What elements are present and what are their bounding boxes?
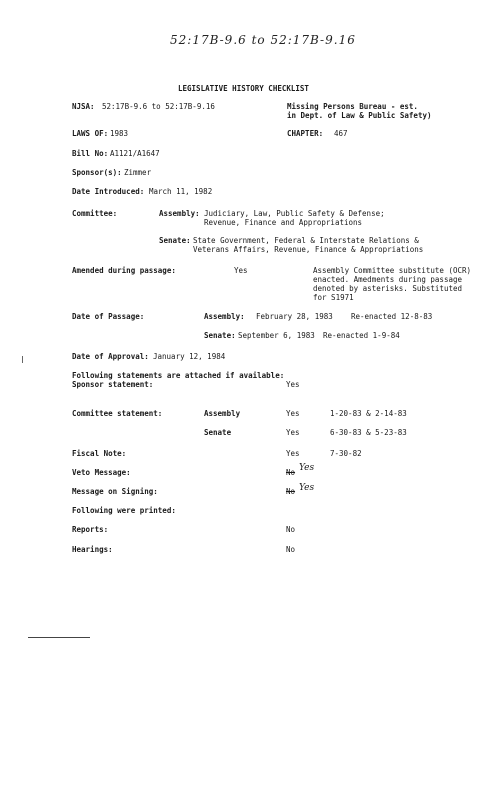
committee-assembly-label: Assembly: (159, 209, 200, 218)
veto-message-handwritten-value: Yes (299, 463, 315, 473)
reports-label: Reports: (72, 525, 109, 534)
amended-note-line-3: denoted by asterisks. Substituted (313, 284, 463, 293)
hearings-label: Hearings: (72, 545, 113, 554)
chapter-value: 467 (334, 129, 348, 138)
passage-senate-reenacted: Re-enacted 1-9-84 (323, 331, 400, 340)
committee-statement-senate-label: Senate (204, 428, 232, 437)
fiscal-note-date: 7-30-82 (330, 449, 362, 458)
passage-senate-label: Senate: (204, 331, 236, 340)
date-introduced-value: March 11, 1982 (149, 187, 213, 196)
committee-assembly-line-2: Revenue, Finance and Appropriations (204, 218, 363, 227)
njsa-label: NJSA: (72, 102, 95, 111)
date-of-approval-label: Date of Approval: (72, 352, 149, 361)
passage-senate-value: September 6, 1983 (238, 331, 315, 340)
committee-label: Committee: (72, 209, 118, 218)
sponsor-label: Sponsor(s): (72, 168, 122, 177)
fiscal-note-label: Fiscal Note: (72, 449, 127, 458)
passage-assembly-value: February 28, 1983 (256, 312, 333, 321)
committee-senate-line-2: Veterans Affairs, Revenue, Finance & Appropriations (193, 245, 424, 254)
document-title: LEGISLATIVE HISTORY CHECKLIST (178, 84, 309, 93)
committee-statement-assembly-label: Assembly (204, 409, 241, 418)
subject-line-1: Missing Persons Bureau - est. (287, 102, 418, 111)
amended-value: Yes (234, 266, 248, 275)
committee-assembly-line-1: Judiciary, Law, Public Safety & Defense; (204, 209, 385, 218)
sponsor-statement-label: Sponsor statement: (72, 380, 154, 389)
date-of-passage-label: Date of Passage: (72, 312, 145, 321)
reports-value: No (286, 525, 296, 534)
committee-senate-label: Senate: (159, 236, 191, 245)
bill-no-value: A1121/A1647 (110, 149, 160, 158)
veto-message-struck-value: No (286, 468, 296, 477)
sponsor-statement-value: Yes (286, 380, 300, 389)
committee-statement-assembly-dates: 1-20-83 & 2-14-83 (330, 409, 407, 418)
laws-of-value: 1983 (110, 129, 129, 138)
committee-statement-senate-dates: 6-30-83 & 5-23-83 (330, 428, 407, 437)
njsa-value: 52:17B-9.6 to 52:17B-9.16 (102, 102, 215, 111)
veto-message-label: Veto Message: (72, 468, 131, 477)
committee-statement-label: Committee statement: (72, 409, 163, 418)
amended-note-line-4: for S1971 (313, 293, 354, 302)
message-on-signing-struck-value: No (286, 487, 296, 496)
committee-statement-assembly-value: Yes (286, 409, 300, 418)
printed-header: Following were printed: (72, 506, 176, 515)
sponsor-value: Zimmer (124, 168, 152, 177)
footer-rule (28, 637, 90, 638)
committee-senate-line-1: State Government, Federal & Interstate Relations & (193, 236, 419, 245)
margin-mark (22, 356, 23, 363)
chapter-label: CHAPTER: (287, 129, 324, 138)
amended-label: Amended during passage: (72, 266, 176, 275)
fiscal-note-value: Yes (286, 449, 300, 458)
bill-no-label: Bill No: (72, 149, 109, 158)
statements-header: Following statements are attached if available: (72, 371, 285, 380)
amended-note-line-1: Assembly Committee substitute (OCR) (313, 266, 472, 275)
hearings-value: No (286, 545, 296, 554)
handwritten-statute-header: 52:17B-9.6 to 52:17B-9.16 (170, 33, 356, 47)
committee-statement-senate-value: Yes (286, 428, 300, 437)
amended-note-line-2: enacted. Amedments during passage (313, 275, 463, 284)
message-on-signing-handwritten-value: Yes (299, 483, 315, 493)
passage-assembly-label: Assembly: (204, 312, 245, 321)
passage-assembly-reenacted: Re-enacted 12-8-83 (351, 312, 433, 321)
message-on-signing-label: Message on Signing: (72, 487, 158, 496)
date-of-approval-value: January 12, 1984 (153, 352, 226, 361)
date-introduced-label: Date Introduced: (72, 187, 145, 196)
subject-line-2: in Dept. of Law & Public Safety) (287, 111, 432, 120)
laws-of-label: LAWS OF: (72, 129, 109, 138)
